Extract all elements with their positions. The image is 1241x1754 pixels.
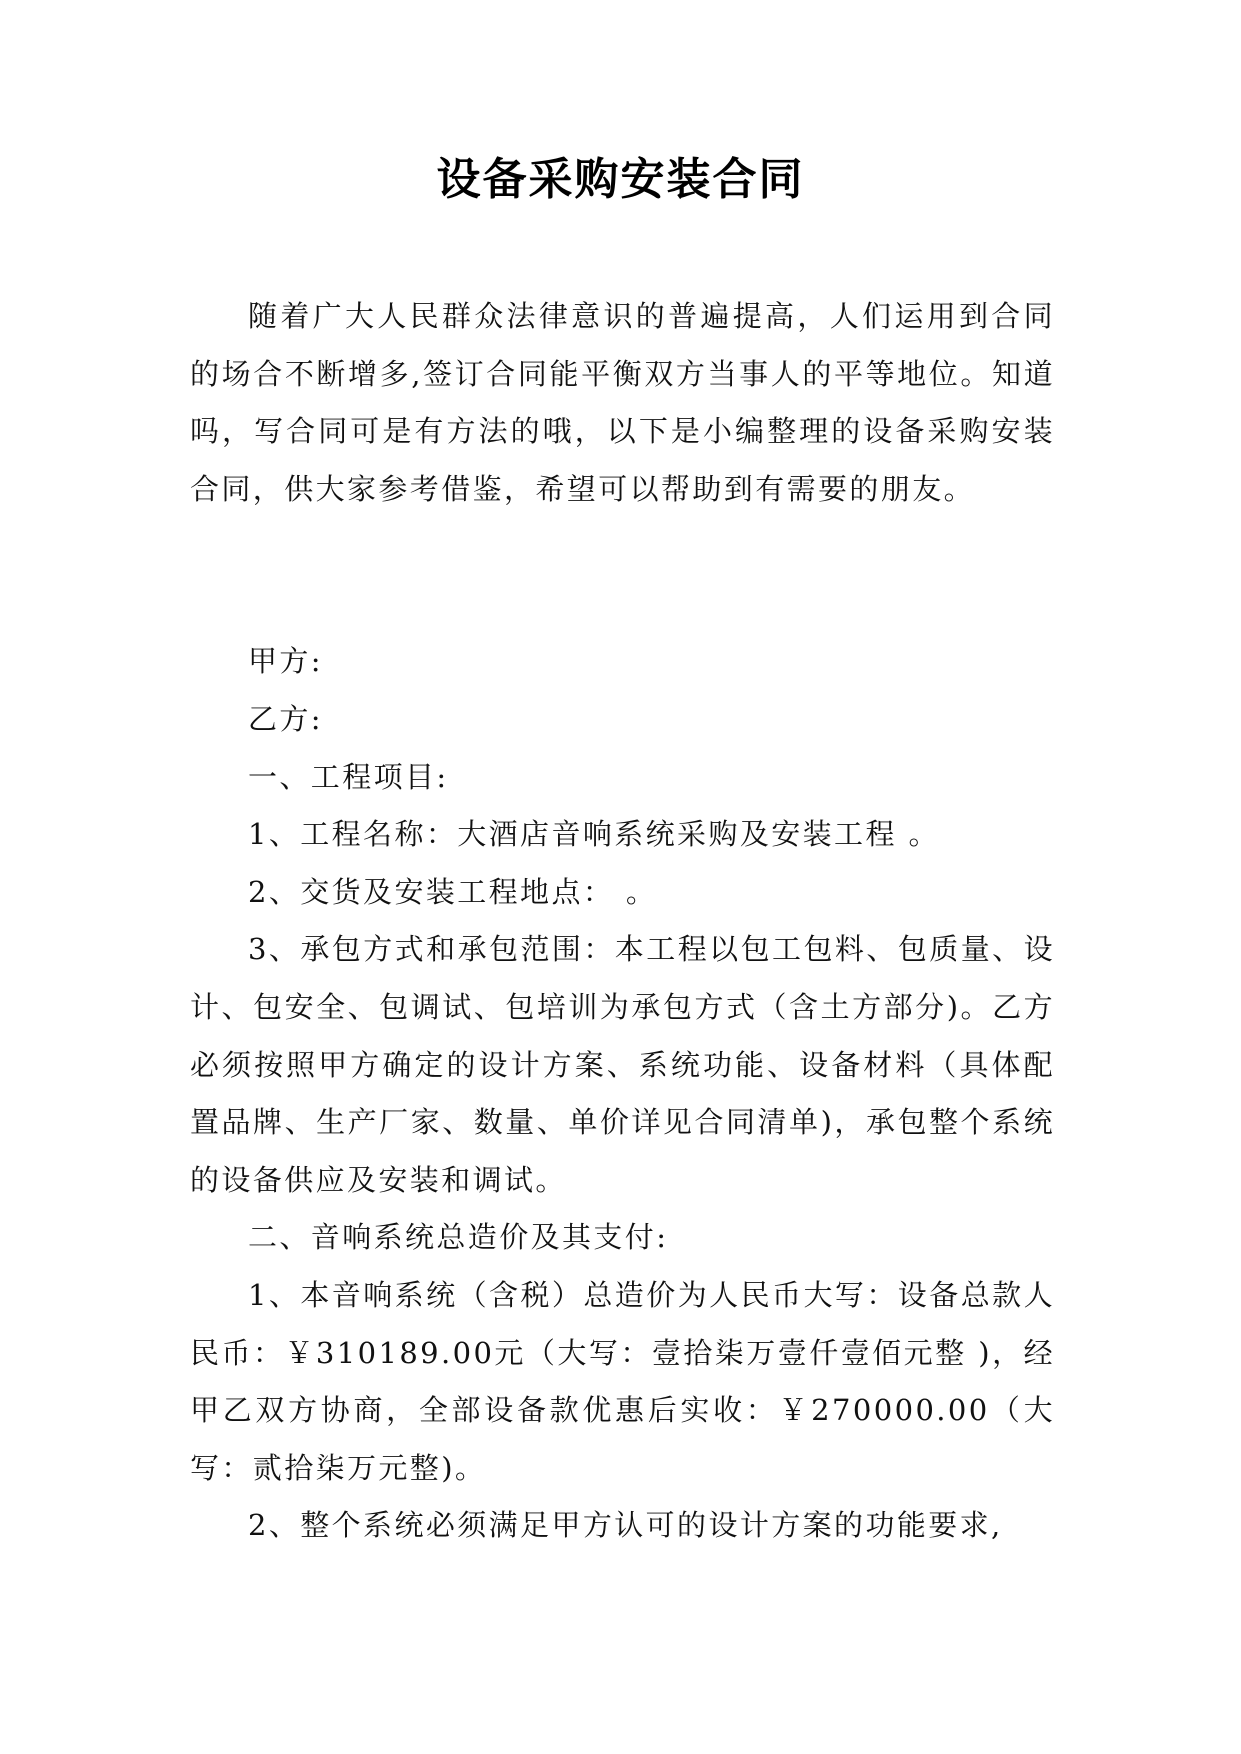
clause-1-2: 2、交货及安装工程地点： 。: [248, 874, 658, 909]
document-title: 设备采购安装合同: [436, 154, 805, 205]
clause-2-2: 2、整个系统必须满足甲方认可的设计方案的功能要求,: [248, 1508, 1003, 1543]
intro-paragraph: 随着广大人民群众法律意识的普遍提高，人们运用到合同的场合不断增多,签订合同能平衡双方当事人的平等地位。知道吗，写合同可是有方法的哦，以下是小编整理的设备采购安装合同，供大家参考借鉴，希望可以帮助到有需要的朋友。: [190, 299, 1055, 506]
clause-2-1: 1、本音响系统（含税）总造价为人民币大写：设备总款人民币：￥310189.00元（大写：壹拾柒万壹仟壹佰元整 )，经甲乙双方协商，全部设备款优惠后实收：￥270000.00（大写：贰拾柒万元整)。: [190, 1277, 1055, 1485]
party-a-line: 甲方:: [248, 644, 323, 679]
clause-1-1: 1、工程名称：大酒店音响系统采购及安装工程 。: [248, 817, 940, 852]
section-1-heading: 一、工程项目:: [248, 759, 449, 794]
party-b-line: 乙方:: [248, 701, 323, 736]
clause-1-3: 3、承包方式和承包范围：本工程以包工包料、包质量、设计、包安全、包调试、包培训为承包方式（含土方部分)。乙方必须按照甲方确定的设计方案、系统功能、设备材料（具体配置品牌、生产厂家、数量、单价详见合同清单)，承包整个系统的设备供应及安装和调试。: [190, 932, 1055, 1197]
section-2-heading: 二、音响系统总造价及其支付:: [248, 1220, 669, 1255]
document-body: [190, 288, 1055, 1555]
paragraph-gap: [190, 518, 1055, 633]
